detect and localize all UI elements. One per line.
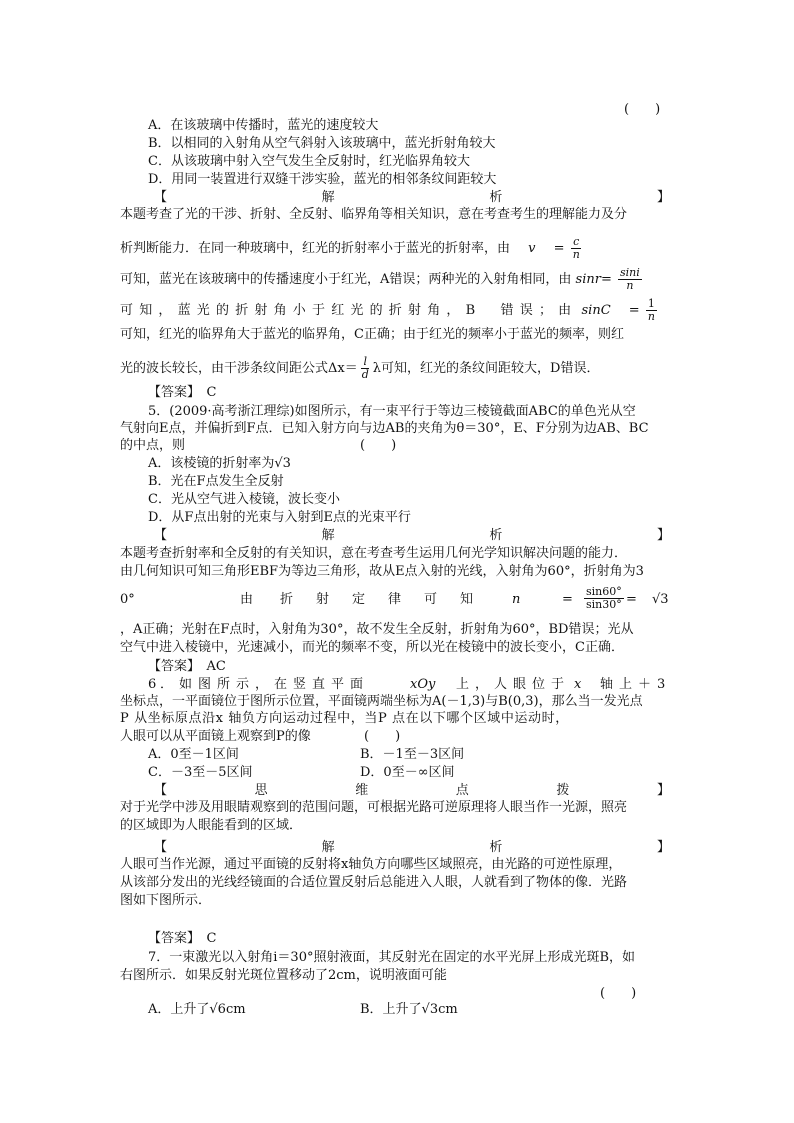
q6-option-c: C．－3至－5区间 xyxy=(148,765,253,780)
q6-analysis-line2: 从该部分发出的光线经镜面的合适位置反射后总能进入人眼，人就看到了物体的像．光路 xyxy=(120,875,628,890)
q4-option-c: C．从该玻璃中射入空气发生全反射时，红光临界角较大 xyxy=(148,154,470,169)
q4-analysis-line2: 析判断能力．在同一种玻璃中，红光的折射率小于蓝光的折射率，由 v = $\frac{c}{n}$ xyxy=(120,235,580,261)
q6-stem-line1: 6 ．如图所示，在竖直平面 xOy 上，人眼位于 x 轴上＋3 xyxy=(148,677,672,692)
q4-paren: ( ) xyxy=(624,102,661,117)
q5-option-c: C．光从空气进入棱镜，波长变小 xyxy=(148,492,340,507)
q6-analysis-header: 【 解 析 】 xyxy=(154,840,670,855)
q6-stem-line3: P 从坐标原点沿x 轴负方向运动过程中，当P 点在以下哪个区域中运动时， xyxy=(120,711,569,726)
q5-answer: 【答案】 AC xyxy=(148,659,226,674)
fraction-l-over-d: $\frac{l}{d}$ xyxy=(361,355,369,381)
fraction-1-over-n: $\frac{1}{n}$ xyxy=(647,297,655,323)
q6-option-a: A．0至－1区间 xyxy=(148,747,239,762)
q5-analysis-line3: 0° 由 折 射 定 律 可 知 n = $\frac{\sin 60^\circ}{\sin 30^\circ}$ = √3 xyxy=(120,585,669,611)
q6-paren: ( ) xyxy=(364,729,401,744)
fraction-sin60-over-sin30: $\frac{\sin 60^\circ}{\sin 30^\circ}$ xyxy=(586,585,622,611)
q5-option-b: B．光在F点发生全反射 xyxy=(148,474,284,489)
q5-option-d: D．从F点出射的光束与入射到E点的光束平行 xyxy=(148,510,411,525)
q5-analysis-line4: ，A正确；光射在F点时，入射角为30°，故不发生全反射，折射角为60°，BD错误；光从 xyxy=(120,622,634,637)
q6-analysis-line3: 图如下图所示． xyxy=(120,893,212,908)
q5-analysis-line2: 由几何知识可知三角形EBF为等边三角形，故从E点入射的光线，入射角为60°，折射角为3 xyxy=(120,564,644,579)
q7-option-b: B．上升了√3cm xyxy=(360,1002,458,1017)
q5-analysis-header: 【 解 析 】 xyxy=(154,528,670,543)
q6-tips-line1: 对于光学中涉及用眼睛观察到的范围问题，可根据光路可逆原理将人眼当作一光源，照亮 xyxy=(120,800,628,815)
q6-analysis-line1: 人眼可当作光源，通过平面镜的反射将x轴负方向哪些区域照亮，由光路的可逆性原理， xyxy=(120,857,622,872)
q4-analysis-line3: 可知，蓝光在该玻璃中的传播速度小于红光，A错误；两种光的入射角相同，由 sinr= $\frac{\sin i}{n}$ xyxy=(120,266,640,292)
q7-stem-line2: 右图所示．如果反射光斑位置移动了2cm，说明液面可能 xyxy=(120,968,447,983)
q4-option-b: B．以相同的入射角从空气斜射入该玻璃中，蓝光折射角较大 xyxy=(148,136,496,151)
q4-analysis-line1: 本题考查了光的干涉、折射、全反射、临界角等相关知识，意在考查考生的理解能力及分 xyxy=(120,207,628,222)
q4-analysis-line6: 光的波长较长，由干涉条纹间距公式Δx＝ $\frac{l}{d}$ λ可知，红光的条纹间距较大，D错误． xyxy=(120,355,600,381)
q6-answer: 【答案】 C xyxy=(148,931,217,946)
q6-option-d: D．0至－∞区间 xyxy=(360,765,455,780)
q4-option-d: D．用同一装置进行双缝干涉实验，蓝光的相邻条纹间距较大 xyxy=(148,172,497,187)
q6-stem-line2: 坐标点，一平面镜位于图所示位置，平面镜两端坐标为A(－1,3)与B(0,3)，那么当一发光点 xyxy=(120,694,643,709)
fraction-sini-over-n: $\frac{\sin i}{n}$ xyxy=(620,266,640,292)
q5-paren: ( ) xyxy=(360,438,397,453)
q4-analysis-line4: 可知，蓝光的折射角小于红光的折射角，B 错误；由 sinC = $\frac{1}{n}$ xyxy=(120,297,655,323)
q5-stem-line2: 气射向E点，并偏折到F点．已知入射方向与边AB的夹角为θ＝30°，E、F分别为边AB、BC xyxy=(120,421,649,436)
q7-paren: ( ) xyxy=(600,986,637,1001)
q7-option-a: A．上升了√6cm xyxy=(148,1002,246,1017)
q6-tips-line2: 的区域即为人眼能看到的区域． xyxy=(120,818,303,833)
q6-option-b: B．－1至－3区间 xyxy=(360,747,465,762)
q5-option-a: A．该棱镜的折射率为√3 xyxy=(148,456,291,471)
q6-stem-line4: 人眼可以从平面镜上观察到P的像 xyxy=(120,729,311,744)
q4-option-a: A．在该玻璃中传播时，蓝光的速度较大 xyxy=(148,118,379,133)
fraction-c-over-n: $\frac{c}{n}$ xyxy=(572,235,580,261)
q5-analysis-line1: 本题考查折射率和全反射的有关知识，意在考查考生运用几何光学知识解决问题的能力． xyxy=(120,546,628,561)
q5-stem-line1: 5．(2009·高考浙江理综)如图所示，有一束平行于等边三棱镜截面ABC的单色光从空 xyxy=(148,404,636,419)
q7-stem-line1: 7．一束激光以入射角i＝30°照射液面，其反射光在固定的水平光屏上形成光斑B，如 xyxy=(148,950,636,965)
q6-tips-header: 【 思 维 点 拨 】 xyxy=(154,783,670,798)
q4-analysis-header: 【 解 析 】 xyxy=(154,190,670,205)
q5-stem-line3: 的中点，则 xyxy=(120,438,186,453)
q5-analysis-line5: 空气中进入棱镜中，光速减小，而光的频率不变，所以光在棱镜中的波长变小，C正确． xyxy=(120,640,624,655)
q4-answer: 【答案】 C xyxy=(148,385,217,400)
q4-analysis-line5: 可知，红光的临界角大于蓝光的临界角，C正确；由于红光的频率小于蓝光的频率，则红 xyxy=(120,327,624,342)
